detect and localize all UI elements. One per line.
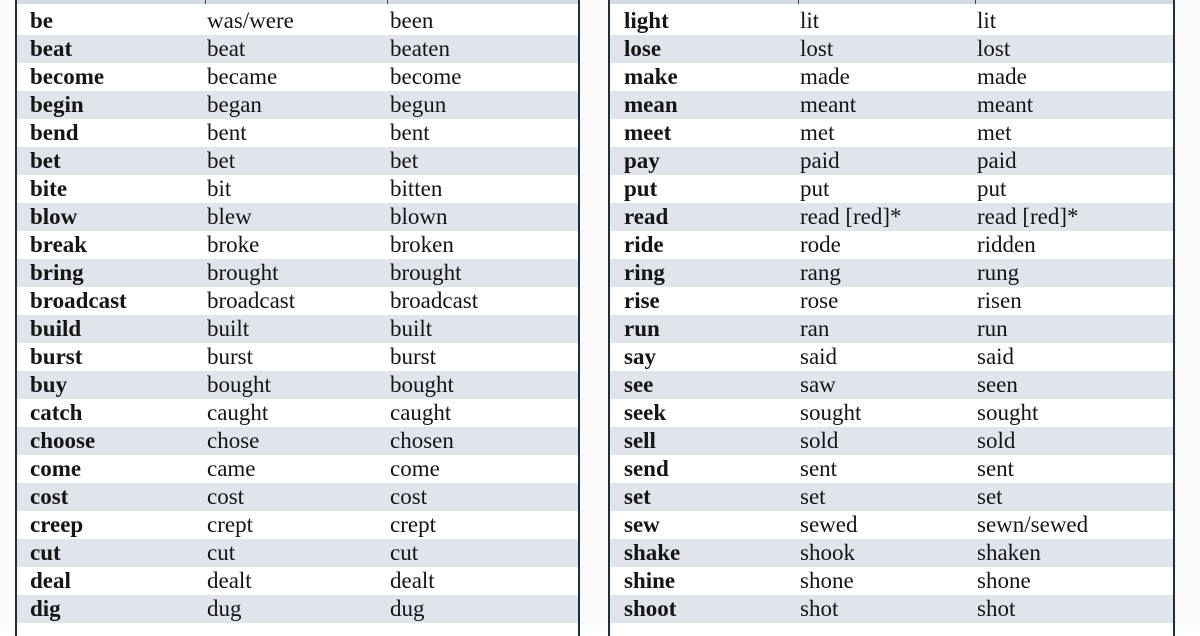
past-simple-cell: bit <box>207 176 232 201</box>
past-simple-cell: lit <box>800 8 820 33</box>
base-form-cell: bring <box>30 260 84 285</box>
table-row <box>17 539 578 567</box>
past-participle-cell: seen <box>977 372 1018 397</box>
past-participle-cell: begun <box>390 92 447 117</box>
past-participle-cell: chosen <box>390 428 454 453</box>
past-simple-cell: saw <box>800 372 836 397</box>
past-participle-cell: dealt <box>390 568 435 593</box>
table-row <box>610 203 1173 231</box>
past-simple-cell: shook <box>800 540 855 565</box>
table-row <box>17 91 578 119</box>
table-row <box>610 91 1173 119</box>
past-simple-cell: dealt <box>207 568 252 593</box>
past-simple-cell: cost <box>207 484 245 509</box>
past-simple-cell: met <box>800 120 835 145</box>
past-simple-cell: came <box>207 456 256 481</box>
past-participle-cell: been <box>390 8 434 33</box>
past-participle-cell: cost <box>390 484 428 509</box>
past-simple-cell: broke <box>207 232 260 257</box>
base-form-cell: become <box>30 64 105 89</box>
base-form-cell: shake <box>624 540 681 565</box>
base-form-cell: set <box>624 484 651 509</box>
past-participle-cell: sewn/sewed <box>977 512 1089 537</box>
past-participle-cell: cut <box>390 540 419 565</box>
table-row <box>610 315 1173 343</box>
past-participle-cell: sought <box>977 400 1039 425</box>
past-simple-cell: dug <box>207 596 242 621</box>
table-row <box>610 259 1173 287</box>
base-form-cell: catch <box>30 400 83 425</box>
column-divider-tick <box>387 0 388 4</box>
table-row <box>17 7 578 35</box>
past-participle-cell: shaken <box>977 540 1041 565</box>
base-form-cell: sell <box>624 428 656 453</box>
past-simple-cell: sewed <box>800 512 858 537</box>
table-row <box>17 399 578 427</box>
base-form-cell: cut <box>30 540 61 565</box>
past-participle-cell: blown <box>390 204 448 229</box>
table-top-edge <box>17 0 578 4</box>
column-divider-tick <box>798 0 799 4</box>
base-form-cell: run <box>624 316 660 341</box>
past-simple-cell: bent <box>207 120 247 145</box>
base-form-cell: pay <box>624 148 660 173</box>
past-participle-cell: risen <box>977 288 1022 313</box>
table-row <box>610 399 1173 427</box>
base-form-cell: light <box>624 8 669 33</box>
base-form-cell: dig <box>30 596 61 621</box>
base-form-cell: mean <box>624 92 678 117</box>
base-form-cell: bend <box>30 120 79 145</box>
table-row <box>17 175 578 203</box>
table-row <box>610 119 1173 147</box>
table-row <box>17 483 578 511</box>
table-row <box>17 315 578 343</box>
base-form-cell: send <box>624 456 669 481</box>
table-row <box>610 483 1173 511</box>
table-row <box>610 35 1173 63</box>
column-divider-tick <box>975 0 976 4</box>
base-form-cell: burst <box>30 344 83 369</box>
base-form-cell: make <box>624 64 678 89</box>
past-simple-cell: paid <box>800 148 840 173</box>
base-form-cell: bet <box>30 148 61 173</box>
table-row <box>17 595 578 623</box>
base-form-cell: choose <box>30 428 96 453</box>
base-form-cell: come <box>30 456 82 481</box>
past-participle-cell: made <box>977 64 1027 89</box>
past-participle-cell: set <box>977 484 1003 509</box>
table-row <box>610 567 1173 595</box>
past-participle-cell: rung <box>977 260 1020 285</box>
table-row <box>17 147 578 175</box>
past-simple-cell: sent <box>800 456 838 481</box>
base-form-cell: rise <box>624 288 660 313</box>
past-simple-cell: meant <box>800 92 857 117</box>
past-participle-cell: bent <box>390 120 430 145</box>
past-simple-cell: set <box>800 484 826 509</box>
base-form-cell: ride <box>624 232 664 257</box>
table-row <box>17 567 578 595</box>
past-participle-cell: broken <box>390 232 454 257</box>
past-participle-cell: shot <box>977 596 1016 621</box>
table-row <box>610 287 1173 315</box>
past-simple-cell: said <box>800 344 838 369</box>
column-divider-tick <box>205 0 206 4</box>
past-participle-cell: beaten <box>390 36 451 61</box>
past-simple-cell: caught <box>207 400 269 425</box>
table-row <box>610 455 1173 483</box>
base-form-cell: deal <box>30 568 71 593</box>
past-simple-cell: cut <box>207 540 236 565</box>
base-form-cell: sew <box>624 512 660 537</box>
base-form-cell: ring <box>624 260 665 285</box>
table-top-edge <box>610 0 1173 4</box>
past-simple-cell: broadcast <box>207 288 296 313</box>
table-row <box>17 259 578 287</box>
past-participle-cell: read [red]* <box>977 204 1079 229</box>
past-participle-cell: shone <box>977 568 1031 593</box>
table-row <box>17 287 578 315</box>
past-participle-cell: bought <box>390 372 454 397</box>
table-row <box>610 371 1173 399</box>
past-participle-cell: bet <box>390 148 419 173</box>
base-form-cell: put <box>624 176 658 201</box>
table-row <box>17 231 578 259</box>
base-form-cell: shoot <box>624 596 677 621</box>
past-simple-cell: ran <box>800 316 830 341</box>
past-simple-cell: sought <box>800 400 862 425</box>
past-simple-cell: shone <box>800 568 854 593</box>
past-participle-cell: paid <box>977 148 1017 173</box>
past-participle-cell: broadcast <box>390 288 479 313</box>
table-row <box>17 511 578 539</box>
past-simple-cell: read [red]* <box>800 204 902 229</box>
base-form-cell: begin <box>30 92 84 117</box>
base-form-cell: see <box>624 372 654 397</box>
past-simple-cell: crept <box>207 512 253 537</box>
past-participle-cell: met <box>977 120 1012 145</box>
past-participle-cell: lit <box>977 8 997 33</box>
table-row <box>17 119 578 147</box>
base-form-cell: bite <box>30 176 68 201</box>
table-row <box>17 343 578 371</box>
base-form-cell: shine <box>624 568 676 593</box>
base-form-cell: seek <box>624 400 667 425</box>
base-form-cell: build <box>30 316 82 341</box>
past-participle-cell: sent <box>977 456 1015 481</box>
table-row <box>17 427 578 455</box>
past-simple-cell: sold <box>800 428 839 453</box>
past-participle-cell: caught <box>390 400 452 425</box>
table-row <box>610 343 1173 371</box>
past-participle-cell: burst <box>390 344 436 369</box>
table-row <box>610 175 1173 203</box>
table-row <box>610 427 1173 455</box>
base-form-cell: break <box>30 232 88 257</box>
past-participle-cell: come <box>390 456 440 481</box>
table-row <box>610 7 1173 35</box>
table-row <box>17 203 578 231</box>
past-participle-cell: said <box>977 344 1015 369</box>
table-row <box>610 231 1173 259</box>
past-simple-cell: rang <box>800 260 841 285</box>
base-form-cell: buy <box>30 372 68 397</box>
past-participle-cell: lost <box>977 36 1011 61</box>
base-form-cell: read <box>624 204 669 229</box>
table-row <box>610 539 1173 567</box>
past-participle-cell: meant <box>977 92 1034 117</box>
table-row <box>17 63 578 91</box>
base-form-cell: lose <box>624 36 662 61</box>
past-simple-cell: built <box>207 316 250 341</box>
base-form-cell: broadcast <box>30 288 127 313</box>
table-row <box>610 595 1173 623</box>
past-simple-cell: burst <box>207 344 253 369</box>
table-row <box>610 511 1173 539</box>
irregular-verbs-table-left <box>15 0 580 636</box>
past-simple-cell: rose <box>800 288 839 313</box>
table-row <box>610 63 1173 91</box>
past-participle-cell: sold <box>977 428 1016 453</box>
irregular-verbs-table-right <box>608 0 1175 636</box>
past-simple-cell: brought <box>207 260 279 285</box>
past-participle-cell: crept <box>390 512 436 537</box>
past-participle-cell: become <box>390 64 462 89</box>
table-row <box>17 455 578 483</box>
past-simple-cell: was/were <box>207 8 294 33</box>
past-participle-cell: put <box>977 176 1007 201</box>
base-form-cell: cost <box>30 484 69 509</box>
past-simple-cell: began <box>207 92 262 117</box>
past-simple-cell: beat <box>207 36 246 61</box>
past-participle-cell: brought <box>390 260 462 285</box>
base-form-cell: say <box>624 344 656 369</box>
past-participle-cell: dug <box>390 596 425 621</box>
past-participle-cell: run <box>977 316 1008 341</box>
table-row <box>17 35 578 63</box>
base-form-cell: be <box>30 8 53 33</box>
base-form-cell: beat <box>30 36 73 61</box>
past-simple-cell: chose <box>207 428 260 453</box>
base-form-cell: creep <box>30 512 84 537</box>
past-simple-cell: lost <box>800 36 834 61</box>
past-simple-cell: put <box>800 176 830 201</box>
table-row <box>17 371 578 399</box>
past-simple-cell: blew <box>207 204 252 229</box>
past-simple-cell: bet <box>207 148 236 173</box>
past-simple-cell: made <box>800 64 850 89</box>
past-simple-cell: bought <box>207 372 271 397</box>
base-form-cell: meet <box>624 120 672 145</box>
past-simple-cell: became <box>207 64 278 89</box>
past-participle-cell: bitten <box>390 176 443 201</box>
past-participle-cell: built <box>390 316 433 341</box>
base-form-cell: blow <box>30 204 78 229</box>
past-simple-cell: shot <box>800 596 839 621</box>
table-row <box>610 147 1173 175</box>
past-participle-cell: ridden <box>977 232 1036 257</box>
past-simple-cell: rode <box>800 232 841 257</box>
